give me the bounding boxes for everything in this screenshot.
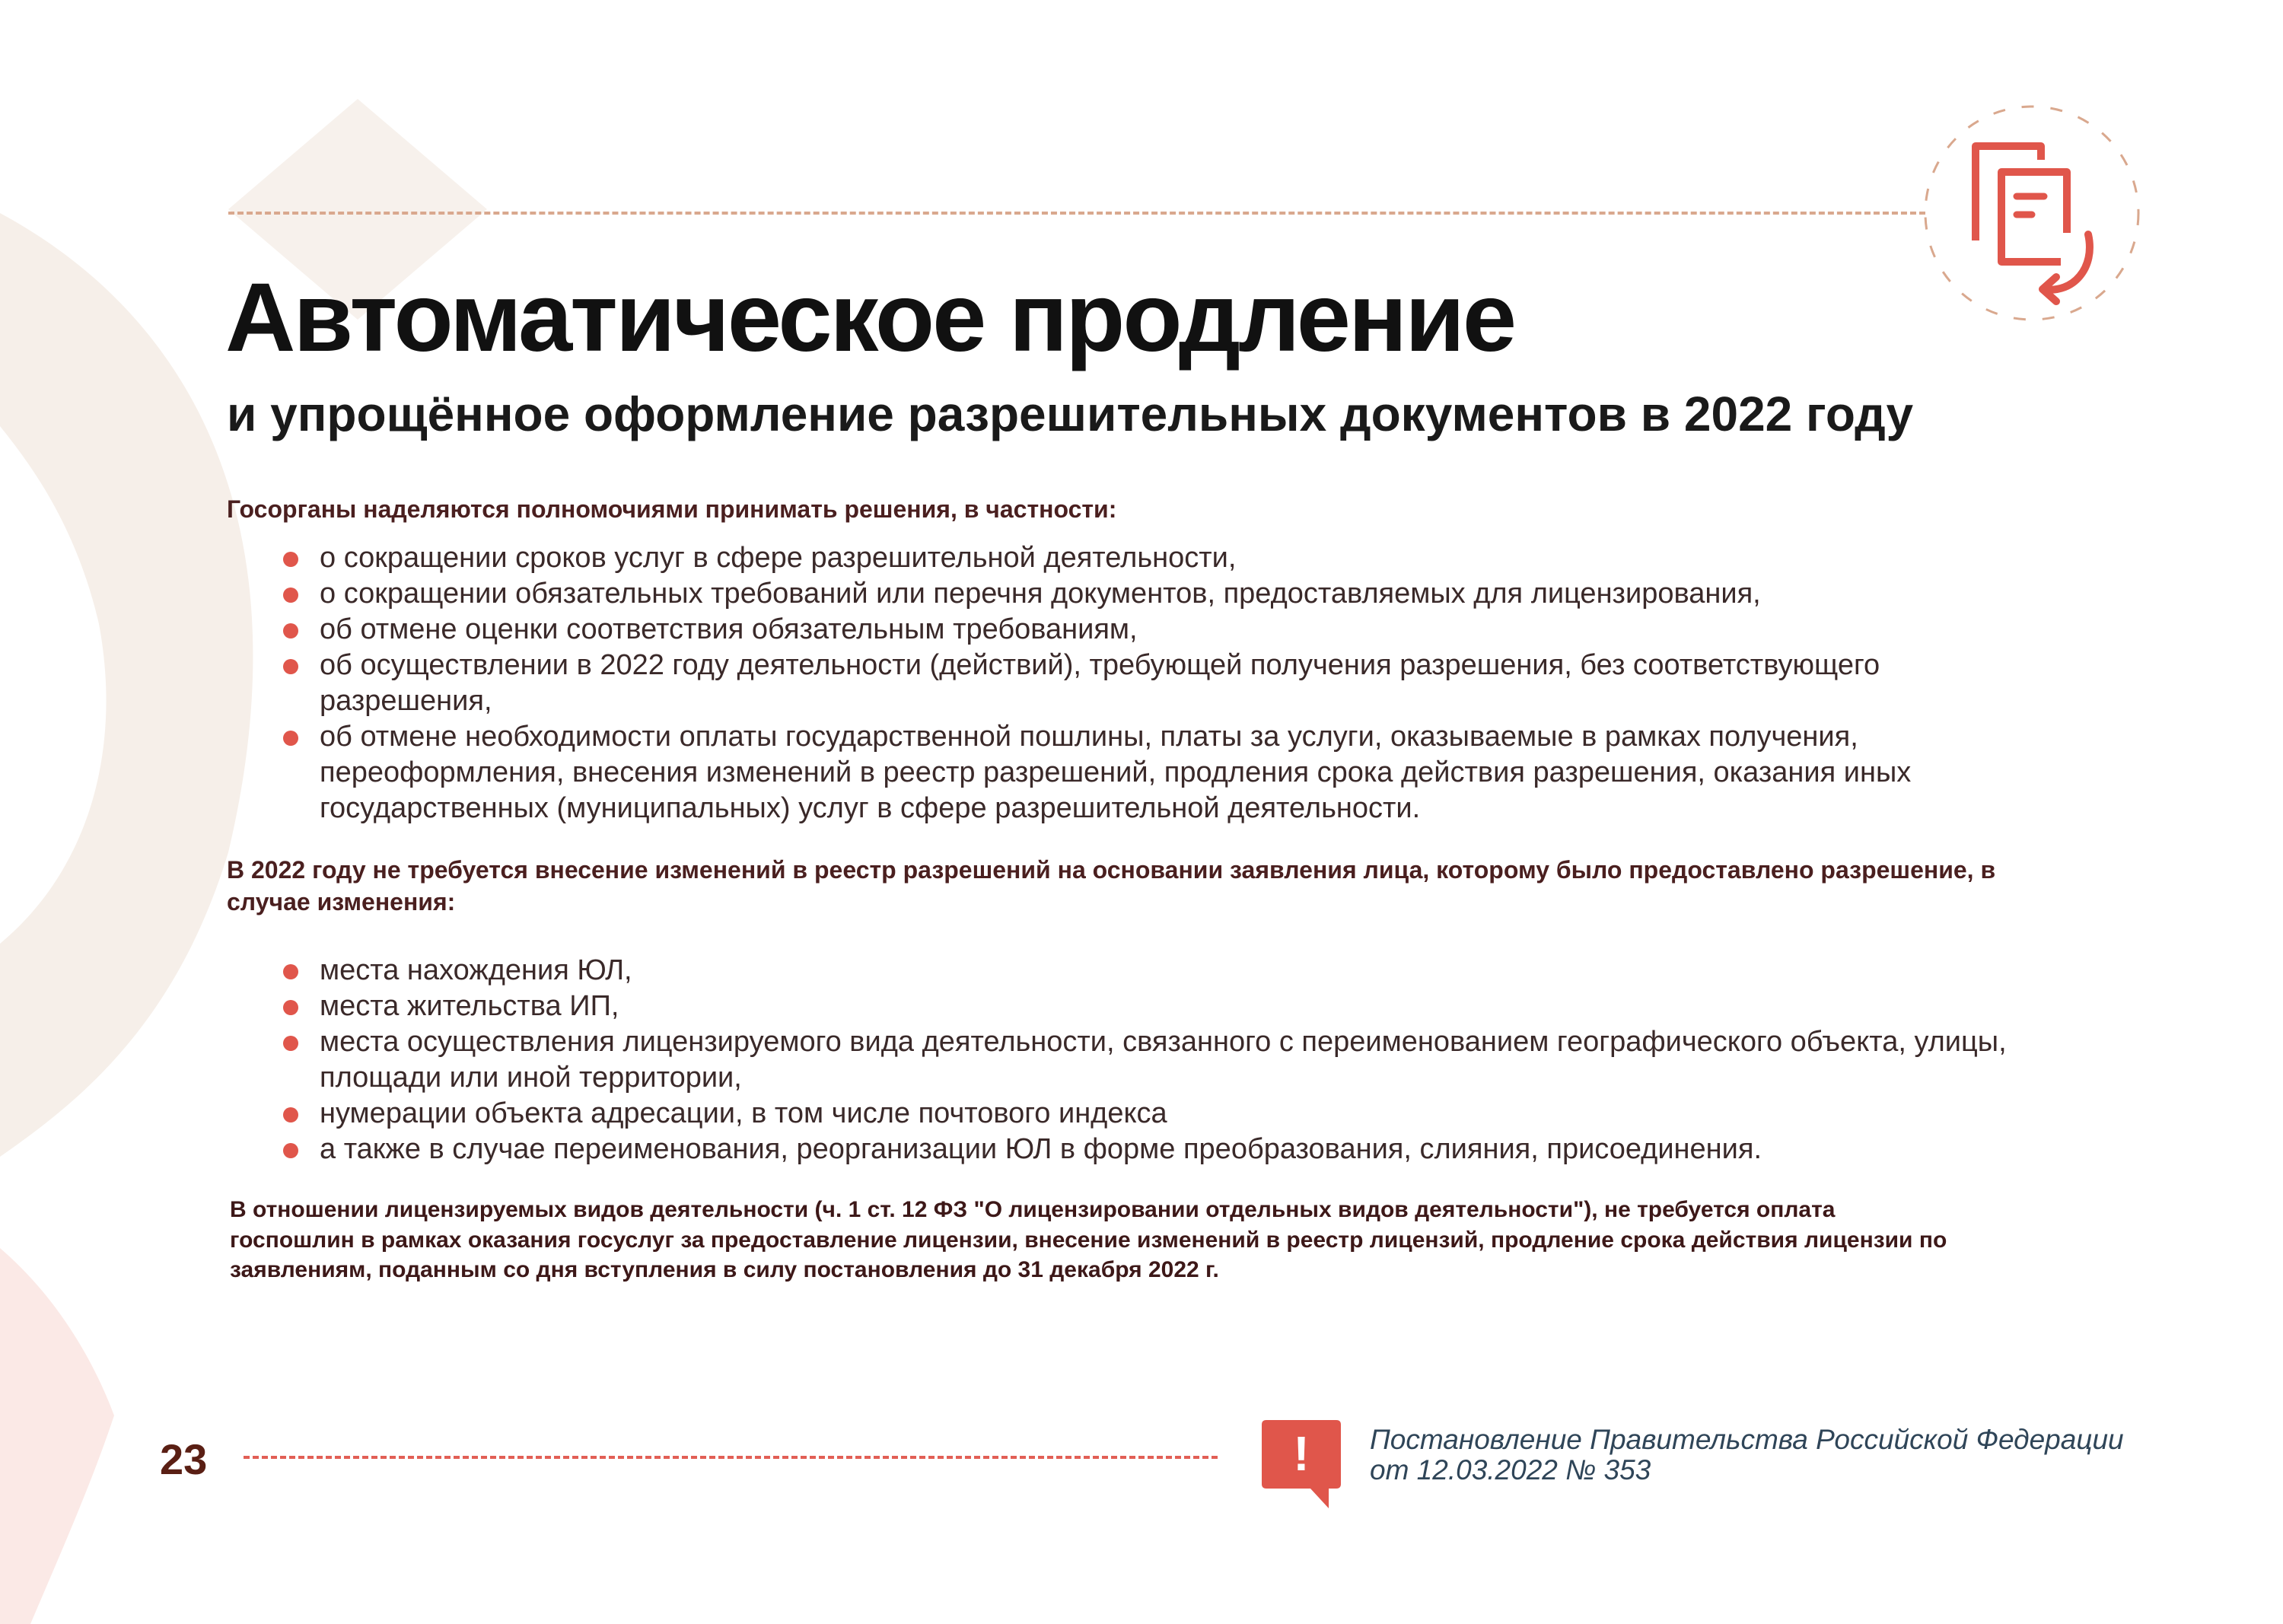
exclamation-speech-bubble-icon (1262, 1420, 1341, 1508)
section1-lead: Госорганы наделяются полномочиями принимать решения, в частности: (227, 495, 1117, 523)
section2-list-item: нумерации объекта адресации, в том числе почтового индекса (283, 1096, 2033, 1132)
section1-list-item: об отмене необходимости оплаты государственной пошлины, платы за услуги, оказываемые в рамках получения, переоформления, внесения изменений в реестр разрешений, продления срока действия разрешения, оказания иных государственных (муниципальных) услуг в сфере разрешительной деятельности. (283, 719, 2033, 826)
section1-list-item: об отмене оценки соответствия обязательным требованиям, (283, 612, 2033, 648)
top-dashed-divider (228, 212, 1925, 215)
page-title: Автоматическое продление (225, 263, 1515, 372)
beige-arc-shape (0, 213, 253, 1157)
pink-arc-shape (0, 1248, 114, 1624)
section1-list-item: о сокращении обязательных требований или перечня документов, предоставляемых для лицензирования, (283, 576, 2033, 612)
section1-list-item: об осуществлении в 2022 году деятельности (действий), требующей получения разрешения, без соответствующего разрешения, (283, 648, 2033, 719)
alert-mark: ! (1293, 1426, 1310, 1481)
section2-list (283, 953, 2033, 1167)
section2-list-item: места жительства ИП, (283, 989, 2033, 1024)
licensing-note: В отношении лицензируемых видов деятельности (ч. 1 ст. 12 ФЗ "О лицензировании отдельных видов деятельности"), не требуется оплата госпошлин в рамках оказания госуслуг за предоставление лицензии, внесение изменений в реестр лицензий, продление срока действия лицензии по заявлениям, поданным со дня вступления в силу постановления до 31 декабря 2022 г. (230, 1197, 1947, 1283)
page-subtitle: и упрощённое оформление разрешительных документов в 2022 году (227, 387, 1914, 441)
section2-list-item: а также в случае переименования, реорганизации ЮЛ в форме преобразования, слияния, присоединения. (283, 1132, 2033, 1167)
page-number: 23 (160, 1435, 208, 1483)
section2-list-item: места нахождения ЮЛ, (283, 953, 2033, 989)
bottom-dashed-divider (244, 1456, 1218, 1459)
section2-list-item: места осуществления лицензируемого вида деятельности, связанного с переименованием географического объекта, улицы, площади или иной территории, (283, 1024, 2033, 1096)
document-renew-icon (1918, 99, 2146, 327)
section1-list (283, 540, 2033, 826)
source-citation: Постановление Правительства Российской Федерации от 12.03.2022 № 353 (1370, 1424, 2124, 1485)
section2-lead: В 2022 году не требуется внесение изменений в реестр разрешений на основании заявления лица, которому было предоставлено разрешение, в случае изменения: (227, 856, 1996, 916)
section1-list-item: о сокращении сроков услуг в сфере разрешительной деятельности, (283, 540, 2033, 576)
